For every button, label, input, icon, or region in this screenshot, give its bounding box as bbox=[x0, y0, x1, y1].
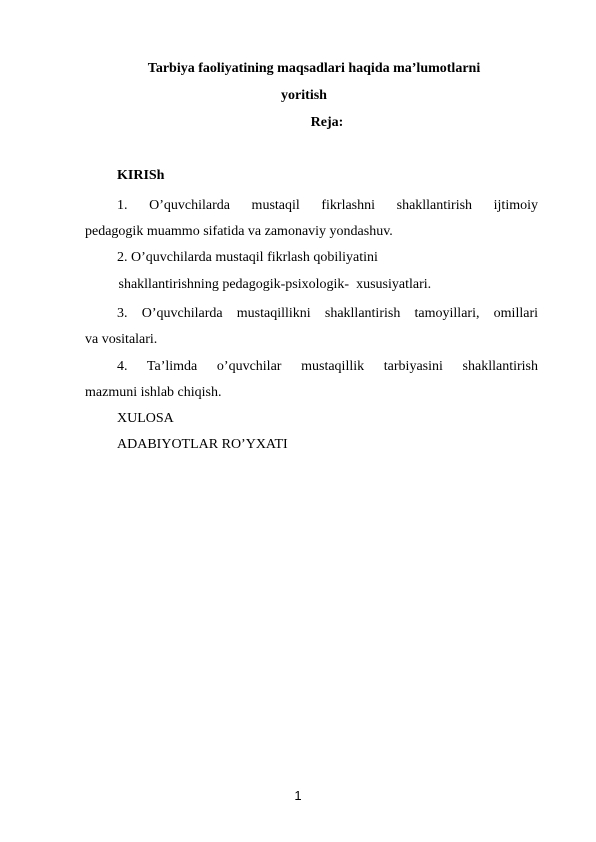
plan-item-1-line-1: 1. O’quvchilarda mustaqil fikrlashni shakllantirish ijtimoiy bbox=[117, 198, 538, 213]
plan-item-3-line-2: va vositalari. bbox=[85, 332, 158, 347]
intro-heading: KIRISh bbox=[117, 168, 165, 183]
document-title-line-1: Tarbiya faoliyatining maqsadlari haqida ma’lumotlarni bbox=[147, 61, 481, 76]
plan-item-4-line-1: 4. Ta’limda o’quvchilar mustaqillik tarbiyasini shakllantirish bbox=[117, 359, 538, 374]
document-title-line-2: yoritish bbox=[281, 88, 327, 103]
plan-heading: Reja: bbox=[310, 115, 344, 130]
plan-item-3-line-1: 3. O’quvchilarda mustaqillikni shakllantirish tamoyillari, omillari bbox=[117, 306, 538, 321]
plan-item-4-line-2: mazmuni ishlab chiqish. bbox=[85, 385, 222, 400]
plan-item-1-line-2: pedagogik muammo sifatida va zamonaviy yondashuv. bbox=[85, 224, 393, 239]
plan-item-2-line-1: 2. O’quvchilarda mustaqil fikrlash qobiliyatini bbox=[117, 250, 378, 265]
plan-item-2-line-2: shakllantirishning pedagogik-psixologik- xususiyatlari. bbox=[115, 277, 432, 292]
page-number: 1 bbox=[294, 788, 302, 803]
conclusion-heading: XULOSA bbox=[117, 411, 174, 426]
references-heading: ADABIYOTLAR RO’YXATI bbox=[117, 437, 288, 452]
